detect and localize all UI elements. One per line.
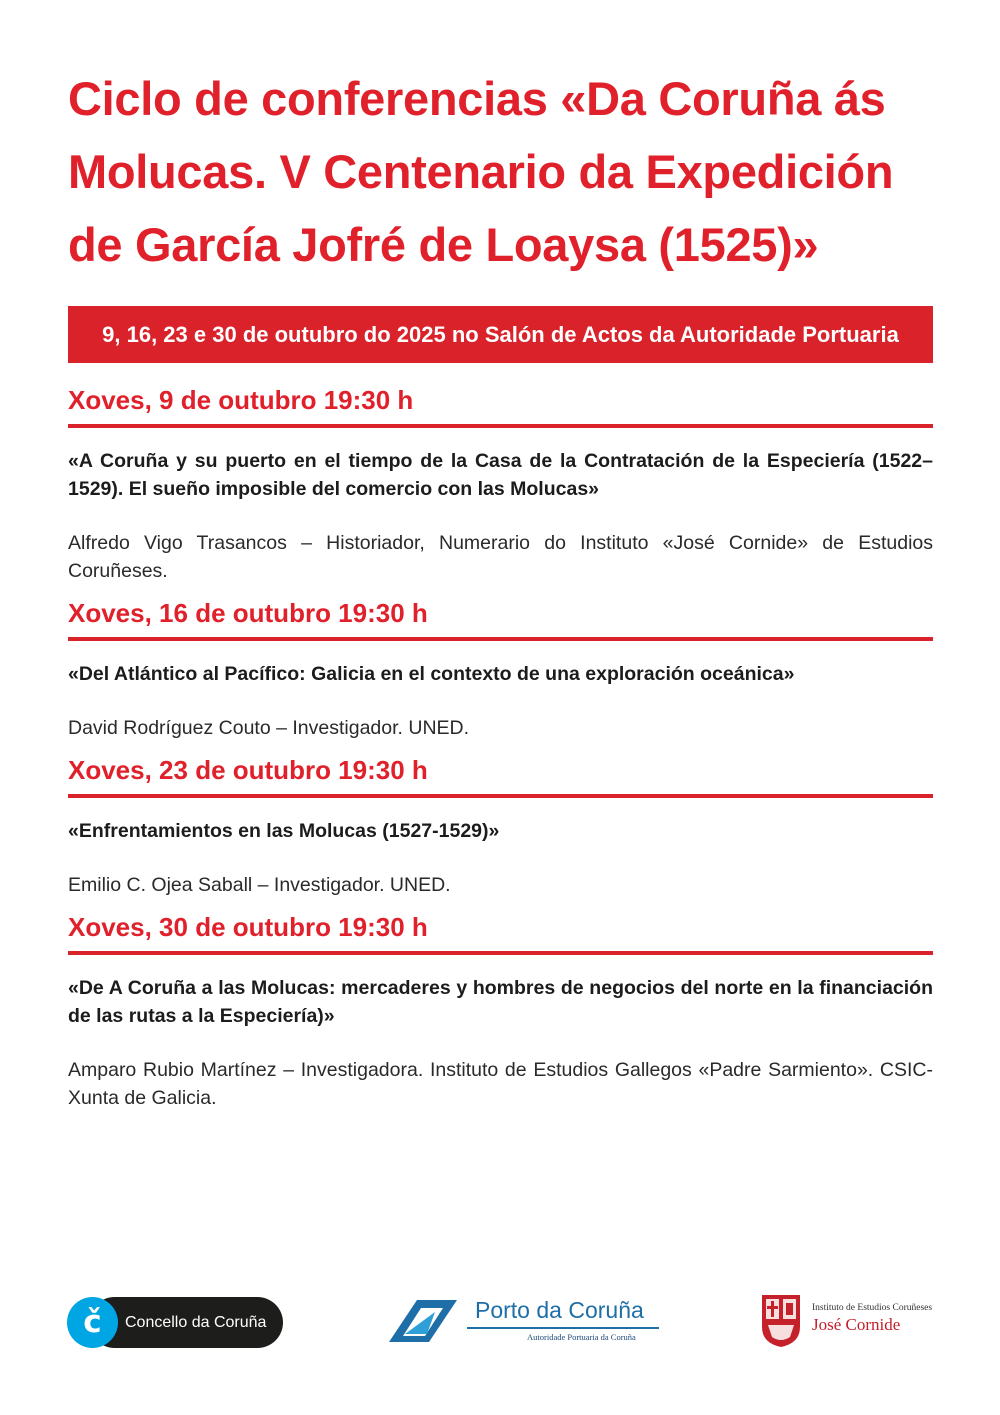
- talk-title: «De A Coruña a las Molucas: mercaderes y hombres de negocios del norte en la financiación de las rutas a la Especiería)»: [68, 977, 933, 1027]
- session-date: Xoves, 23 de outubro 19:30 h: [68, 755, 428, 785]
- porto-subtitle: Autoridade Portuaria da Coruña: [527, 1332, 636, 1342]
- talk-title: «Enfrentamientos en las Molucas (1527-1529)»: [68, 820, 500, 842]
- porto-logo: [385, 1292, 665, 1352]
- porto-emblem-icon: [385, 1292, 461, 1350]
- session-date: Xoves, 9 de outubro 19:30 h: [68, 385, 414, 415]
- cornide-name: José Cornide: [812, 1315, 901, 1334]
- sponsor-logos: [0, 1290, 1000, 1360]
- session-item: [68, 376, 933, 585]
- speaker-info: Alfredo Vigo Trasancos – Historiador, Numerario do Instituto «José Cornide» de Estudios Coruñeses.: [68, 532, 933, 582]
- title-line: Molucas. V Centenario da Expedición: [68, 145, 894, 198]
- date-venue-banner: [68, 306, 933, 363]
- session-date: Xoves, 30 de outubro 19:30 h: [68, 912, 428, 942]
- concello-c-icon: č: [67, 1297, 118, 1348]
- concello-logo: [67, 1297, 283, 1348]
- title-line: de García Jofré de Loaysa (1525)»: [68, 218, 819, 271]
- porto-underline: [467, 1327, 659, 1329]
- section-divider: [68, 794, 933, 798]
- banner-text: 9, 16, 23 e 30 de outubro do 2025 no Salón de Actos da Autoridade Portuaria: [102, 321, 899, 347]
- session-item: [68, 589, 933, 742]
- session-date: Xoves, 16 de outubro 19:30 h: [68, 598, 428, 628]
- talk-title: «A Coruña y su puerto en el tiempo de la Casa de la Contratación de la Especiería (1522–1529). El sueño imposible del comercio con las Molucas»: [68, 450, 933, 500]
- page-title: [68, 62, 948, 281]
- section-divider: [68, 424, 933, 428]
- cornide-logo: [760, 1293, 960, 1353]
- speaker-info: Amparo Rubio Martínez – Investigadora. Instituto de Estudios Gallegos «Padre Sarmiento». CSIC-Xunta de Galicia.: [68, 1059, 933, 1109]
- session-item: [68, 746, 933, 899]
- cornide-institute-label: Instituto de Estudios Coruñeses: [812, 1303, 933, 1313]
- porto-name: Porto da Coruña: [475, 1297, 644, 1323]
- speaker-info: Emilio C. Ojea Saball – Investigador. UNED.: [68, 874, 451, 896]
- talk-title: «Del Atlántico al Pacífico: Galicia en el contexto de una exploración oceánica»: [68, 663, 795, 685]
- concello-label: Concello da Coruña: [89, 1297, 283, 1348]
- session-item: [68, 903, 933, 1112]
- cornide-shield-icon: [760, 1293, 802, 1349]
- section-divider: [68, 951, 933, 955]
- section-divider: [68, 637, 933, 641]
- title-line: Ciclo de conferencias «Da Coruña ás: [68, 72, 886, 125]
- speaker-info: David Rodríguez Couto – Investigador. UNED.: [68, 717, 470, 739]
- session-list: [68, 376, 933, 1112]
